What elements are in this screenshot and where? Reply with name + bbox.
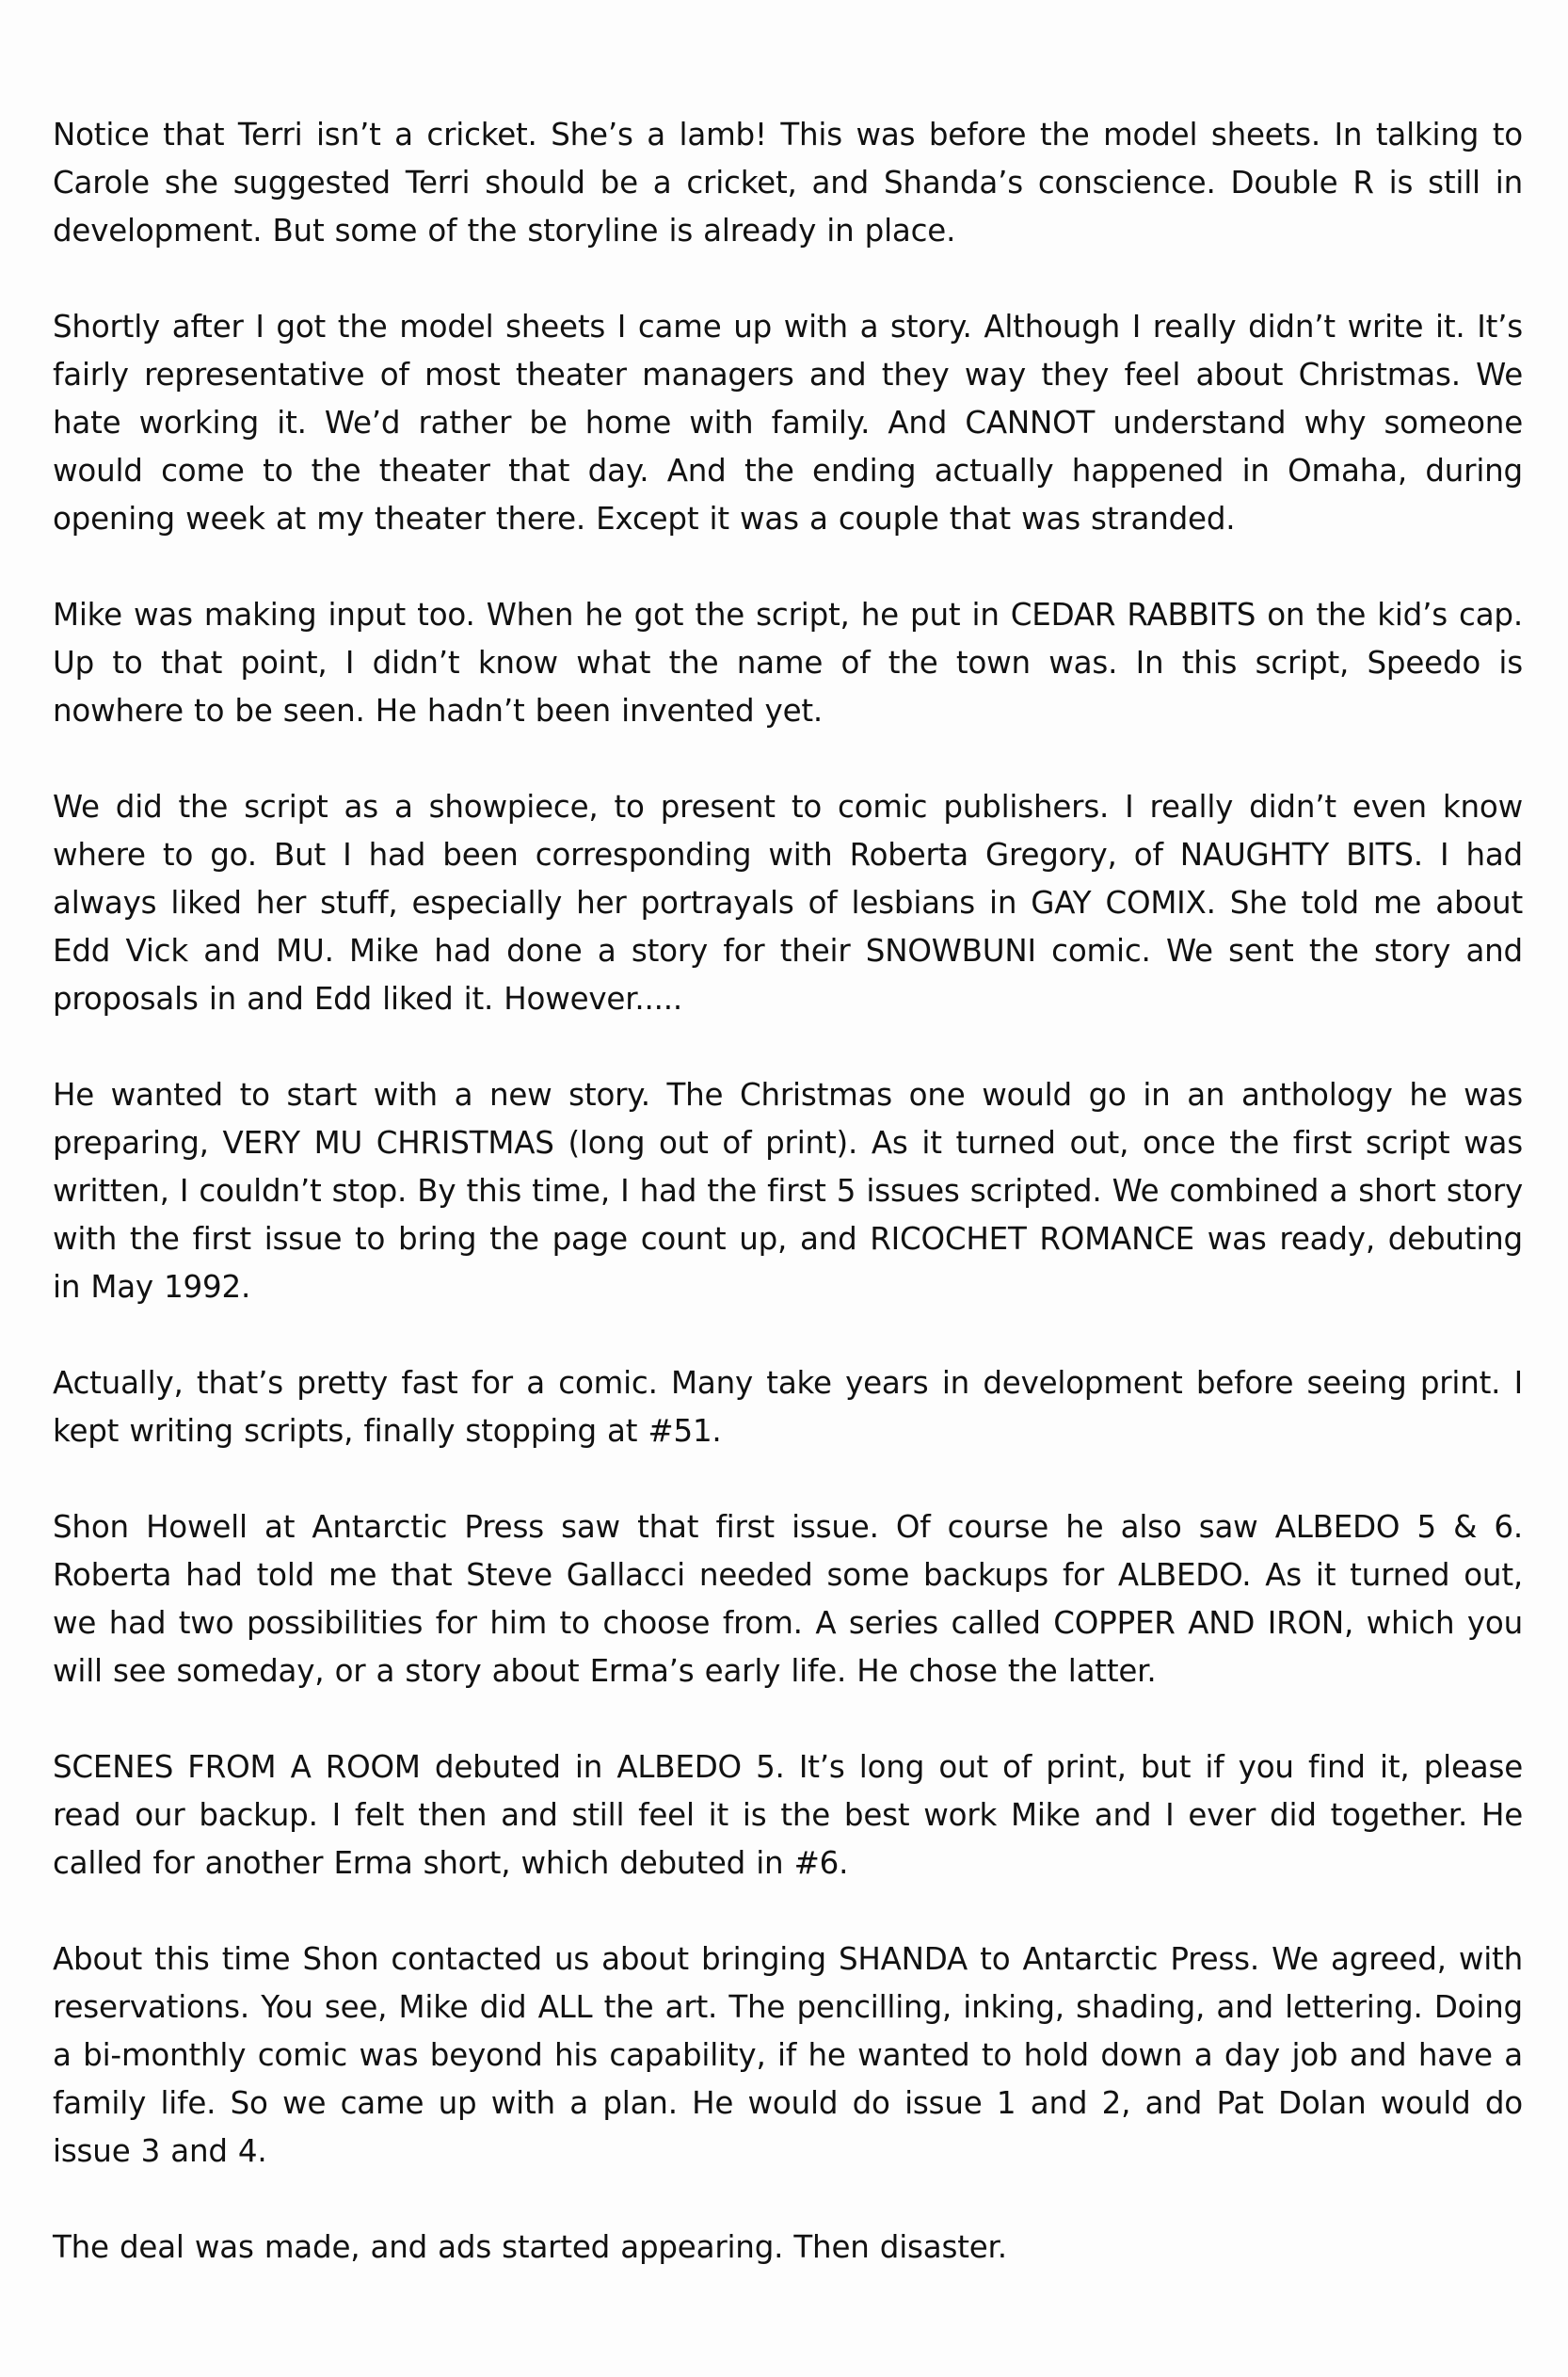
paragraph-8: SCENES FROM A ROOM debuted in ALBEDO 5. It’s long out of print, but if you find it, please read our backup. I felt then and still feel it is the best work Mike and I ever did together. He called for another Erma short, which debuted in #6. [53, 1749, 1523, 1881]
paragraph-9: About this time Shon contacted us about bringing SHANDA to Antarctic Press. We agreed, with reservations. You see, Mike did ALL the art. The pencilling, inking, shading, and lettering. Doing a bi-monthly comic was beyond his capability, if he wanted to hold down a day job and have a family life. So we came up with a plan. He would do issue 1 and 2, and Pat Dolan would do issue 3 and 4. [53, 1941, 1523, 2169]
paragraph-3: Mike was making input too. When he got the script, he put in CEDAR RABBITS on the kid’s cap. Up to that point, I didn’t know what the name of the town was. In this script, Speedo is nowhere to be seen. He hadn’t been invented yet. [53, 597, 1523, 729]
paragraph-7: Shon Howell at Antarctic Press saw that first issue. Of course he also saw ALBEDO 5 & 6. Roberta had told me that Steve Gallacci needed some backups for ALBEDO. As it turned out, we had two possibilities for him to choose from. A series called COPPER AND IRON, which you will see someday, or a story about Erma’s early life. He chose the latter. [53, 1509, 1523, 1689]
paragraph-1: Notice that Terri isn’t a cricket. She’s a lamb! This was before the model sheets. In talking to Carole she suggested Terri should be a cricket, and Shanda’s conscience. Double R is still in development. But some of the storyline is already in place. [53, 117, 1523, 249]
paragraph-4: We did the script as a showpiece, to present to comic publishers. I really didn’t even know where to go. But I had been corresponding with Roberta Gregory, of NAUGHTY BITS. I had always liked her stuff, especially her portrayals of lesbians in GAY COMIX. She told me about Edd Vick and MU. Mike had done a story for their SNOWBUNI comic. We sent the story and proposals in and Edd liked it. However..... [53, 789, 1523, 1017]
paragraph-6: Actually, that’s pretty fast for a comic. Many take years in development before seeing print. I kept writing scripts, finally stopping at #51. [53, 1365, 1523, 1449]
paragraph-2: Shortly after I got the model sheets I came up with a story. Although I really didn’t write it. It’s fairly representative of most theater managers and they way they feel about Christmas. We hate working it. We’d rather be home with family. And CANNOT understand why someone would come to the theater that day. And the ending actually happened in Omaha, during opening week at my theater there. Except it was a couple that was stranded. [53, 309, 1523, 537]
paragraph-5: He wanted to start with a new story. The Christmas one would go in an anthology he was preparing, VERY MU CHRISTMAS (long out of print). As it turned out, once the first script was written, I couldn’t stop. By this time, I had the first 5 issues scripted. We combined a short story with the first issue to bring the page count up, and RICOCHET ROMANCE was ready, debuting in May 1992. [53, 1077, 1524, 1305]
body-text [53, 111, 1523, 2272]
paragraph-10: The deal was made, and ads started appearing. Then disaster. [53, 2229, 1007, 2265]
